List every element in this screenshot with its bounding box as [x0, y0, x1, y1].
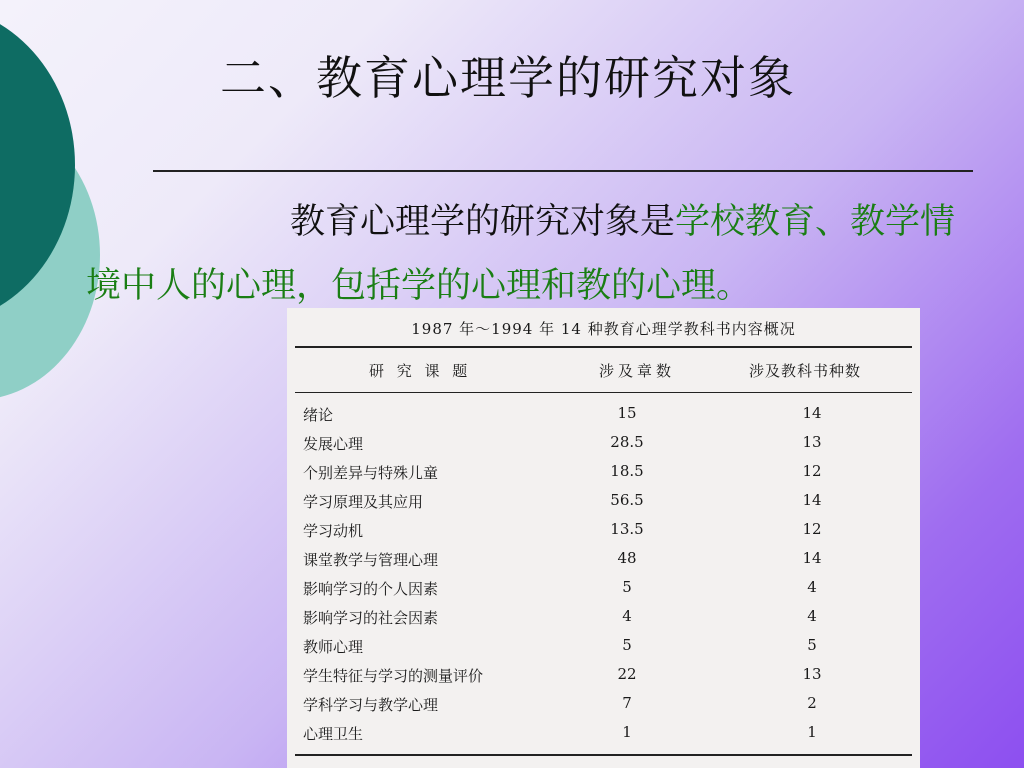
- table-row: [287, 603, 920, 632]
- cell-chapters: 4: [622, 607, 632, 625]
- cell-books: 2: [807, 694, 817, 712]
- table-row: [287, 400, 920, 429]
- table-row: [287, 574, 920, 603]
- table-header-topic: 研 究 课 题: [369, 362, 472, 380]
- cell-books: 1: [807, 723, 817, 741]
- slide-title: 二、教育心理学的研究对象: [220, 51, 796, 105]
- cell-books: 12: [802, 462, 822, 480]
- cell-chapters: 56.5: [610, 491, 644, 509]
- cell-books: 13: [802, 665, 822, 683]
- cell-topic: 学生特征与学习的测量评价: [303, 667, 484, 685]
- title-divider: [153, 170, 973, 172]
- paragraph-highlight: 学校教育、教学情境中人的心理，包括学的心理和教的心理。: [86, 202, 956, 306]
- cell-books: 5: [807, 636, 817, 654]
- cell-topic: 个别差异与特殊儿童: [303, 464, 439, 482]
- table-row: [287, 545, 920, 574]
- table-row: [287, 690, 920, 719]
- table-row: [287, 719, 920, 748]
- cell-books: 14: [802, 549, 822, 567]
- cell-topic: 影响学习的个人因素: [303, 580, 439, 598]
- cell-books: 4: [807, 578, 817, 596]
- cell-chapters: 5: [622, 578, 632, 596]
- cell-topic: 学习原理及其应用: [303, 493, 424, 511]
- table-row: [287, 429, 920, 458]
- cell-chapters: 15: [617, 404, 637, 422]
- table-row: [287, 632, 920, 661]
- cell-topic: 心理卫生: [303, 725, 364, 743]
- table-bottom-rule: [295, 754, 912, 756]
- cell-books: 13: [802, 433, 822, 451]
- cell-chapters: 18.5: [610, 462, 644, 480]
- cell-books: 4: [807, 607, 817, 625]
- body-paragraph: [86, 190, 976, 318]
- cell-topic: 教师心理: [303, 638, 364, 656]
- cell-topic: 影响学习的社会因素: [303, 609, 439, 627]
- cell-books: 12: [802, 520, 822, 538]
- table-header-chapters: 涉及章数: [599, 362, 676, 380]
- cell-chapters: 48: [617, 549, 637, 567]
- cell-chapters: 7: [622, 694, 632, 712]
- cell-chapters: 22: [617, 665, 637, 683]
- cell-books: 14: [802, 491, 822, 509]
- cell-topic: 发展心理: [303, 435, 364, 453]
- cell-chapters: 1: [622, 723, 632, 741]
- cell-topic: 学科学习与教学心理: [303, 696, 439, 714]
- table-header-books: 涉及教科书种数: [749, 362, 862, 380]
- cell-chapters: 13.5: [610, 520, 644, 538]
- scanned-table-image: [287, 308, 920, 768]
- table-caption: 1987 年～1994 年 14 种教育心理学教科书内容概况: [411, 320, 796, 338]
- table-row: [287, 661, 920, 690]
- table-top-rule: [295, 346, 912, 348]
- cell-topic: 绪论: [303, 406, 334, 424]
- cell-topic: 课堂教学与管理心理: [303, 551, 439, 569]
- table-row: [287, 516, 920, 545]
- cell-topic: 学习动机: [303, 522, 364, 540]
- table-header-rule: [295, 392, 912, 393]
- cell-books: 14: [802, 404, 822, 422]
- table-row: [287, 487, 920, 516]
- cell-chapters: 5: [622, 636, 632, 654]
- table-row: [287, 458, 920, 487]
- cell-chapters: 28.5: [610, 433, 644, 451]
- paragraph-text: 教育心理学的研究对象是: [290, 202, 676, 242]
